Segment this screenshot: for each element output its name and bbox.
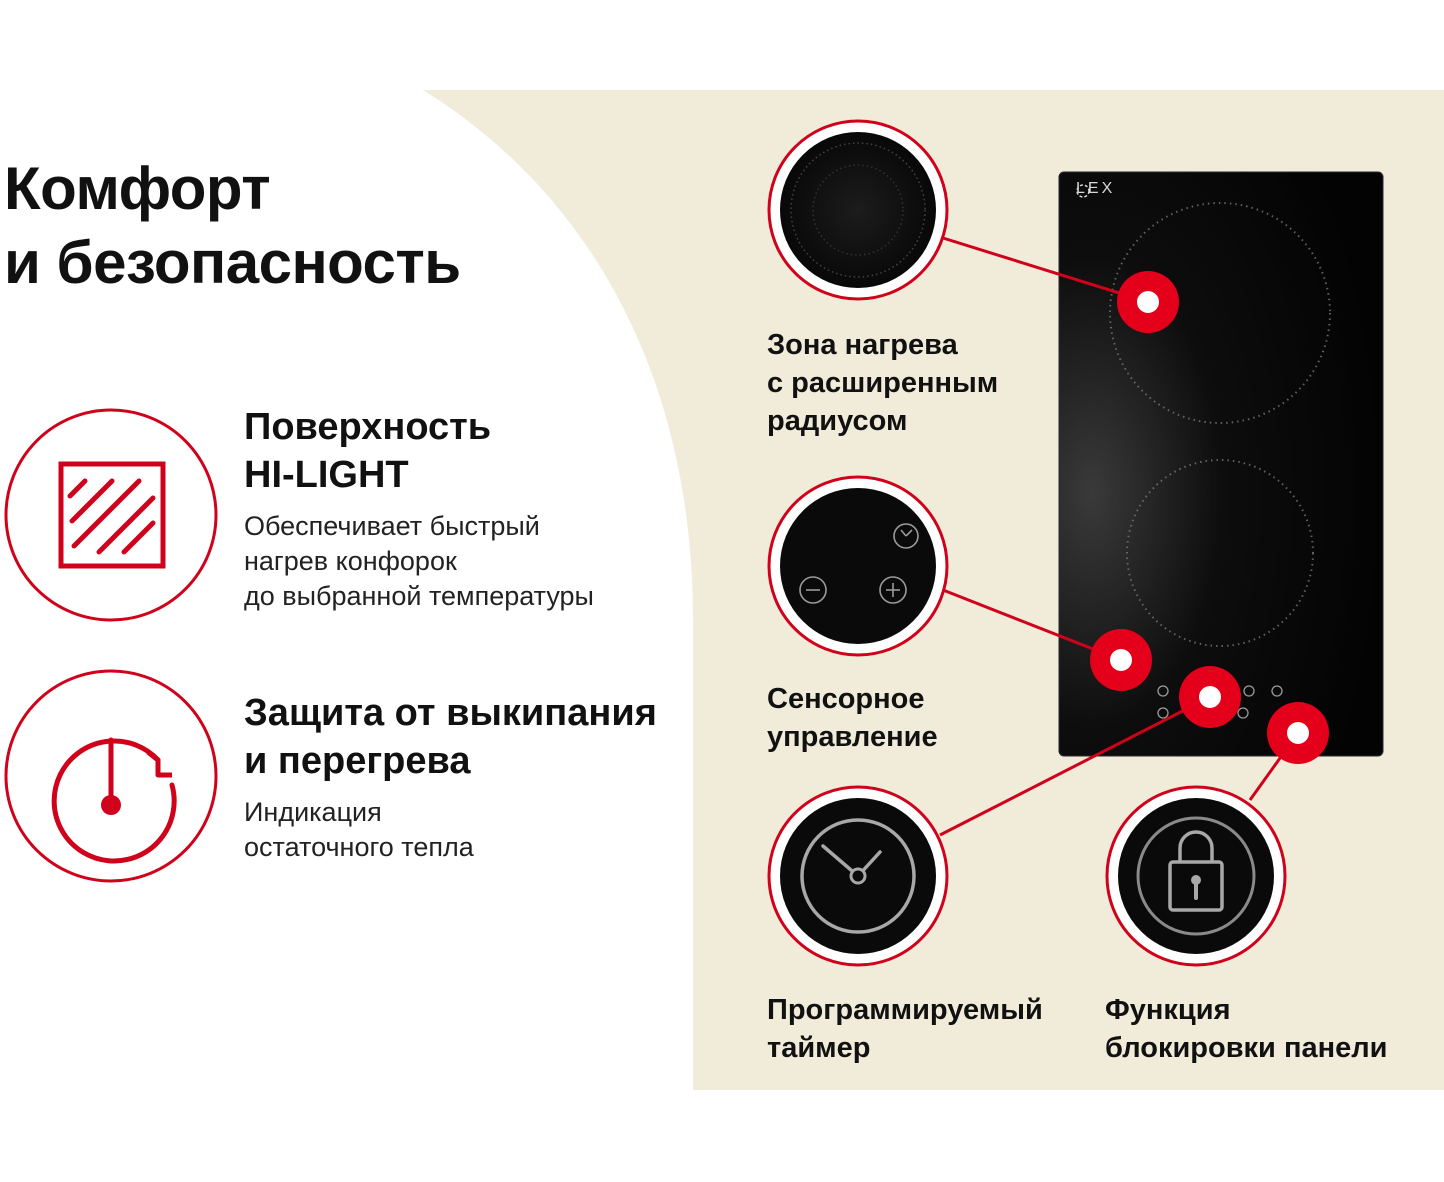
callout-line1: Функция xyxy=(1105,994,1231,1026)
timer-clock-icon xyxy=(769,787,947,965)
feature-desc-line2: нагрев конфорок xyxy=(244,546,457,576)
page-title-line2: и безопасность xyxy=(4,229,461,296)
feature-desc-line2: остаточного тепла xyxy=(244,832,474,862)
cooktop-brand-label: LEX xyxy=(1076,180,1116,197)
marker-timer xyxy=(1179,666,1241,728)
feature-title xyxy=(244,689,657,785)
feature-description xyxy=(244,509,594,614)
glass-surface-icon xyxy=(6,410,216,620)
callout-line1: Зона нагрева xyxy=(767,329,958,361)
feature-desc-line1: Индикация xyxy=(244,797,382,827)
page-title-line1: Комфорт xyxy=(4,155,271,222)
thermometer-gauge-icon xyxy=(6,671,216,881)
callout-line2: с расширенным xyxy=(767,367,999,399)
callout-timer xyxy=(767,991,1043,1067)
callout-line2: таймер xyxy=(767,1032,871,1064)
marker-lock xyxy=(1267,702,1329,764)
feature-boil-protection xyxy=(244,689,657,865)
feature-title-line2: HI-LIGHT xyxy=(244,454,409,496)
callout-line3: радиусом xyxy=(767,405,908,437)
marker-heating-zone xyxy=(1117,271,1179,333)
feature-title-line1: Защита от выкипания xyxy=(244,692,657,734)
callout-line2: управление xyxy=(767,721,938,753)
callout-lock xyxy=(1105,991,1387,1067)
feature-title-line2: и перегрева xyxy=(244,740,471,782)
sensor-control-icon xyxy=(769,477,947,655)
callout-sensor-control xyxy=(767,680,938,756)
page-title xyxy=(4,152,461,300)
feature-description xyxy=(244,795,657,865)
callout-line2: блокировки панели xyxy=(1105,1032,1388,1064)
heating-zone-icon xyxy=(769,121,947,299)
feature-title-line1: Поверхность xyxy=(244,406,492,448)
feature-desc-line1: Обеспечивает быстрый xyxy=(244,511,540,541)
feature-desc-line3: до выбранной температуры xyxy=(244,581,594,611)
padlock-icon xyxy=(1107,787,1285,965)
callout-line1: Сенсорное xyxy=(767,683,925,715)
callout-heating-zone xyxy=(767,326,998,440)
callout-line1: Программируемый xyxy=(767,994,1043,1026)
marker-sensor xyxy=(1090,629,1152,691)
feature-title xyxy=(244,403,594,499)
feature-hi-light xyxy=(244,403,594,614)
